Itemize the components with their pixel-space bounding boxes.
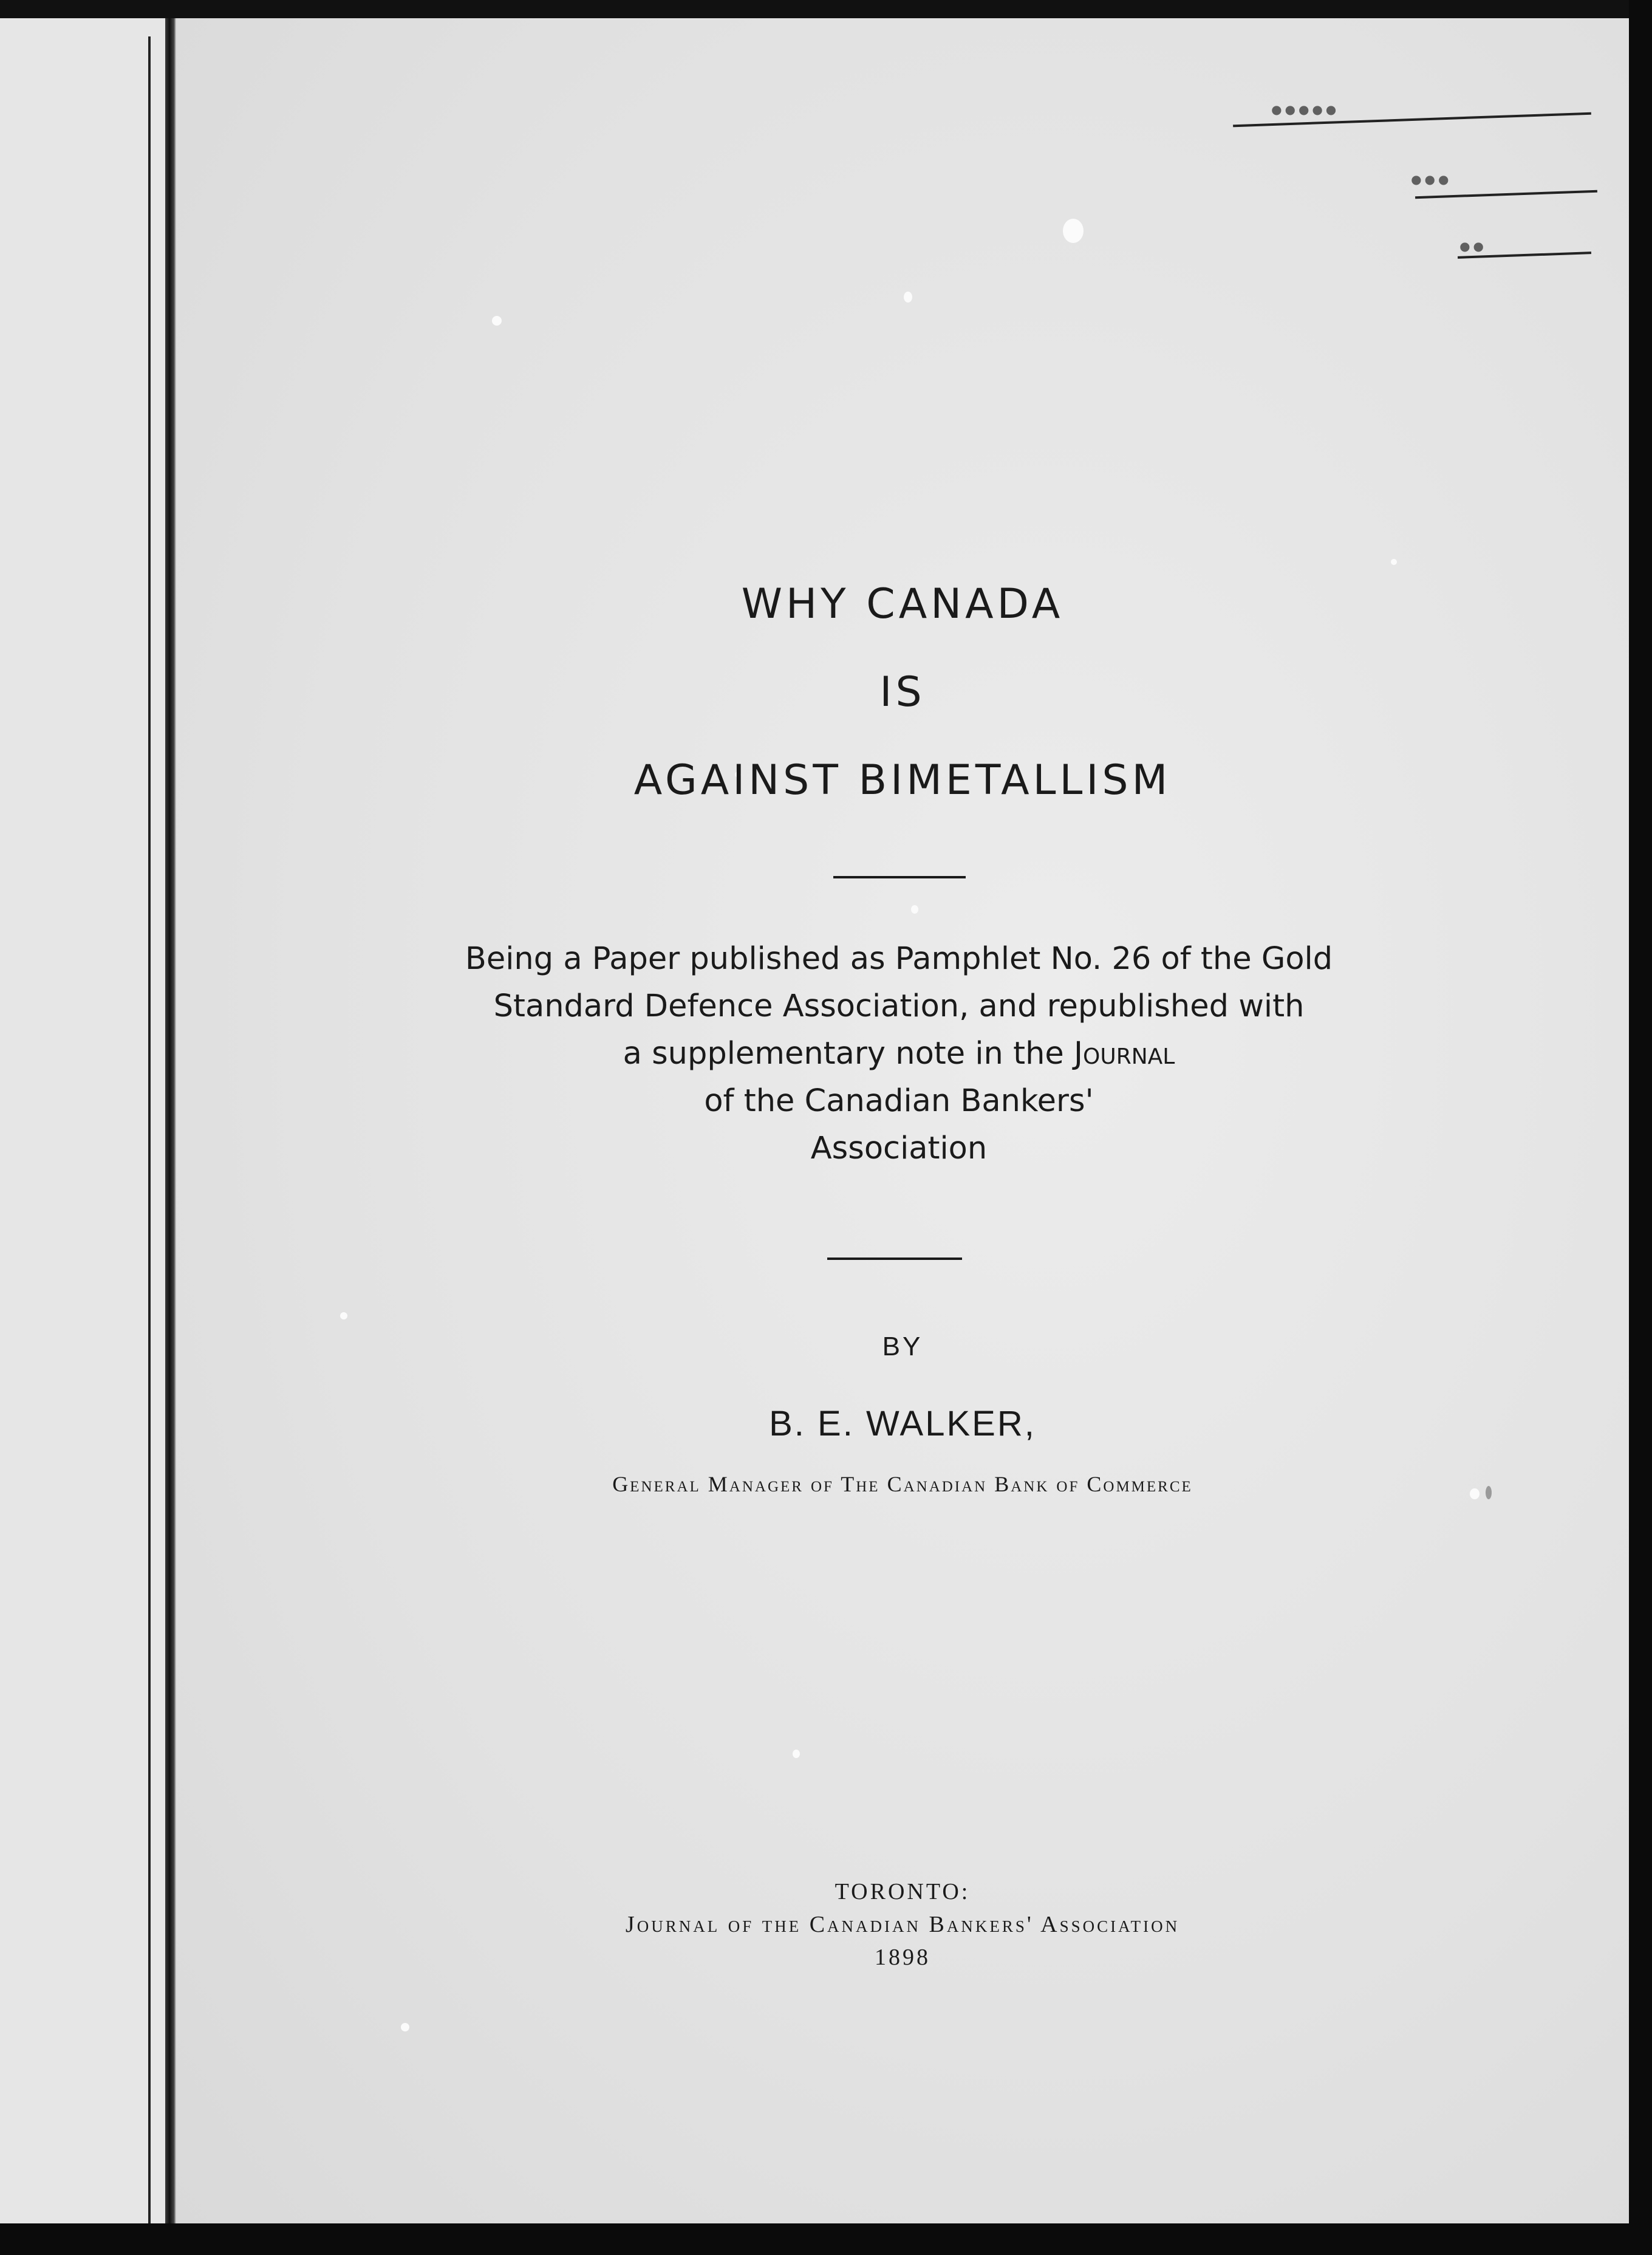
imprint-publisher: Journal of the Canadian Bankers' Association [625, 1912, 1180, 1937]
description-line-1: Being a Paper published as Pamphlet No. 26 of the Gold [465, 941, 1333, 977]
paper-speck [793, 1750, 800, 1758]
description-line-3-text: a supplementary note in the [623, 1036, 1064, 1072]
handwritten-shelfmark: ••• [1409, 159, 1450, 202]
divider-rule-top [833, 876, 966, 878]
handwritten-shelfmark: •• [1458, 225, 1485, 269]
title-line-2: IS [879, 668, 926, 716]
description-line-4: of the Canadian Bankers' [704, 1083, 1094, 1119]
title-line-1: WHY CANADA [741, 580, 1064, 628]
paper-speck [911, 905, 918, 914]
paper-speck [904, 292, 912, 303]
handwritten-shelfmark: ••••• [1269, 89, 1338, 132]
imprint-place: TORONTO: [835, 1879, 971, 1904]
page-edge [165, 12, 176, 2223]
spine-area [0, 0, 169, 2255]
scan-border-top [0, 0, 1652, 18]
spine-fold-line [148, 36, 151, 2223]
title-line-3: AGAINST BIMETALLISM [633, 756, 1172, 804]
description-line-2: Standard Defence Association, and republished with [493, 988, 1305, 1024]
author-position: General Manager of The Canadian Bank of Commerce [612, 1472, 1193, 1496]
by-label: BY [882, 1332, 923, 1361]
title-block [176, 580, 1629, 628]
title-line-3-wrap [176, 756, 1629, 804]
scan-border-right [1629, 0, 1652, 2255]
description-line-5: Association [810, 1131, 988, 1166]
paper-speck [401, 2023, 409, 2031]
description-line-3 [425, 1030, 1373, 1078]
author-name: B. E. WALKER, [769, 1404, 1036, 1443]
paper-speck [340, 1312, 347, 1319]
journal-word: Journal [1074, 1036, 1175, 1072]
imprint-year: 1898 [875, 1945, 930, 1970]
paper-speck [1391, 559, 1397, 565]
paper-speck [492, 316, 502, 326]
divider-rule-bottom [827, 1258, 962, 1260]
scan-border-bottom [0, 2223, 1652, 2255]
description [425, 936, 1373, 1172]
paper-speck [1063, 219, 1084, 243]
title-line-2-wrap [176, 668, 1629, 716]
